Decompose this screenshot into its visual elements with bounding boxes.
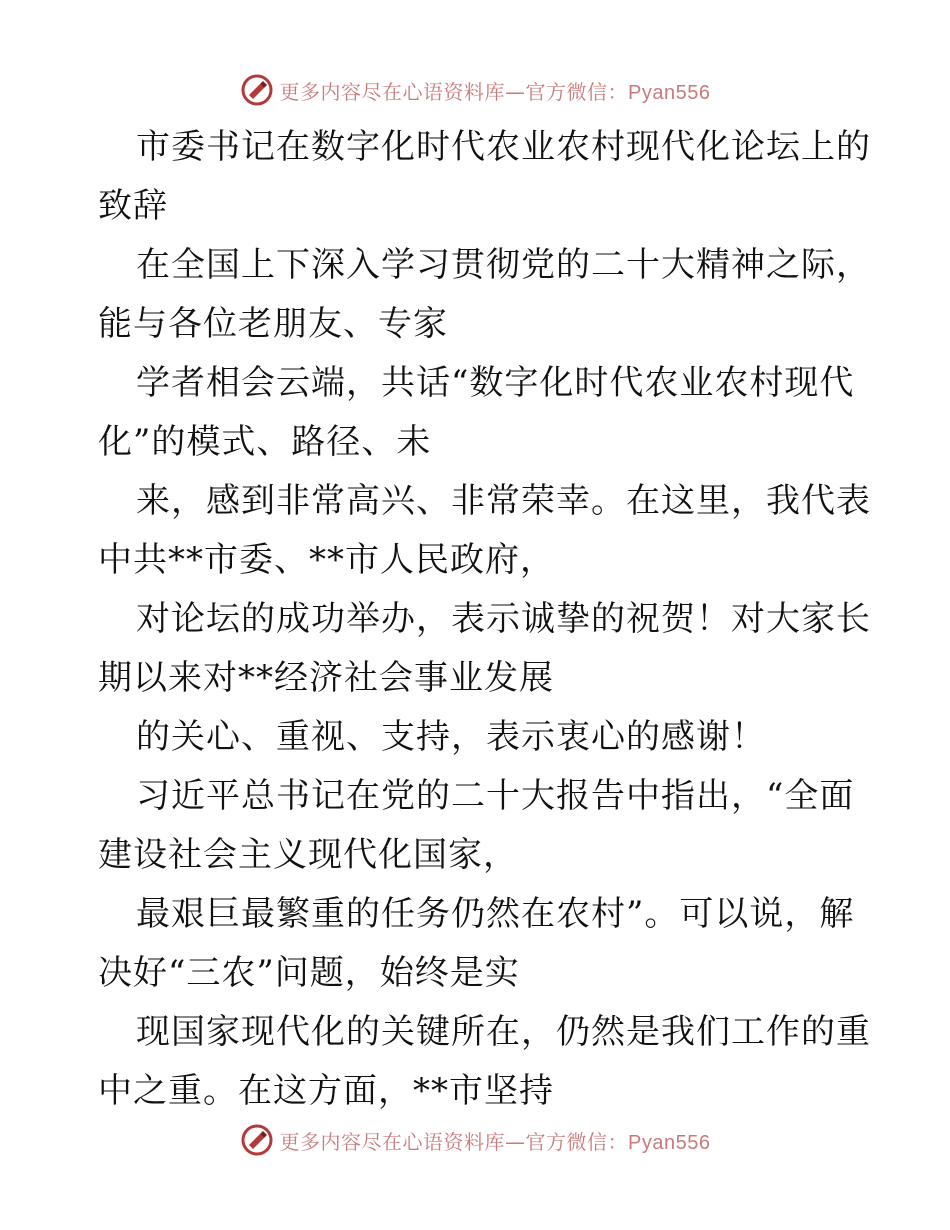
header-wechat-label: 官方微信： bbox=[525, 79, 629, 104]
footer-separator: — bbox=[505, 1129, 526, 1154]
header-banner-text bbox=[280, 76, 711, 105]
text-line: 建设社会主义现代化国家， bbox=[98, 835, 518, 875]
header-wechat-id: Pyan556 bbox=[628, 81, 711, 104]
text-line: 能与各位老朋友、专家 bbox=[98, 304, 448, 344]
text-line: 期以来对**经济社会事业发展 bbox=[98, 658, 554, 698]
text-line: 化”的模式、路径、未 bbox=[98, 422, 432, 462]
header-separator: — bbox=[505, 79, 526, 104]
text-line: 的关心、重视、支持，表示衷心的感谢！ bbox=[136, 717, 766, 757]
footer-banner bbox=[0, 1120, 950, 1160]
text-line: 市委书记在数字化时代农业农村现代化论坛上的 bbox=[136, 127, 871, 167]
footer-banner-text bbox=[280, 1126, 711, 1155]
text-line: 决好“三农”问题，始终是实 bbox=[98, 953, 520, 993]
text-line: 现国家现代化的关键所在，仍然是我们工作的重 bbox=[136, 1012, 871, 1052]
text-line: 中共**市委、**市人民政府， bbox=[98, 540, 555, 580]
header-banner bbox=[0, 70, 950, 110]
text-line: 来，感到非常高兴、非常荣幸。在这里，我代表 bbox=[136, 481, 871, 521]
footer-wechat-id: Pyan556 bbox=[628, 1131, 711, 1154]
text-line: 在全国上下深入学习贯彻党的二十大精神之际， bbox=[136, 245, 871, 285]
text-line: 学者相会云端，共话“数字化时代农业农村现代 bbox=[136, 363, 855, 403]
document-body bbox=[98, 118, 871, 1121]
text-line: 中之重。在这方面，**市坚持 bbox=[98, 1071, 554, 1111]
brand-logo-icon bbox=[240, 73, 274, 107]
text-line: 最艰巨最繁重的任务仍然在农村”。可以说，解 bbox=[136, 894, 855, 934]
text-line: 对论坛的成功举办，表示诚挚的祝贺！对大家长 bbox=[136, 599, 871, 639]
brand-logo-icon bbox=[240, 1123, 274, 1157]
text-line: 习近平总书记在党的二十大报告中指出，“全面 bbox=[136, 776, 855, 816]
header-brand-text: 更多内容尽在心语资料库 bbox=[279, 79, 506, 104]
footer-brand-text: 更多内容尽在心语资料库 bbox=[279, 1129, 506, 1154]
footer-wechat-label: 官方微信： bbox=[525, 1129, 629, 1154]
text-line: 致辞 bbox=[98, 186, 168, 226]
